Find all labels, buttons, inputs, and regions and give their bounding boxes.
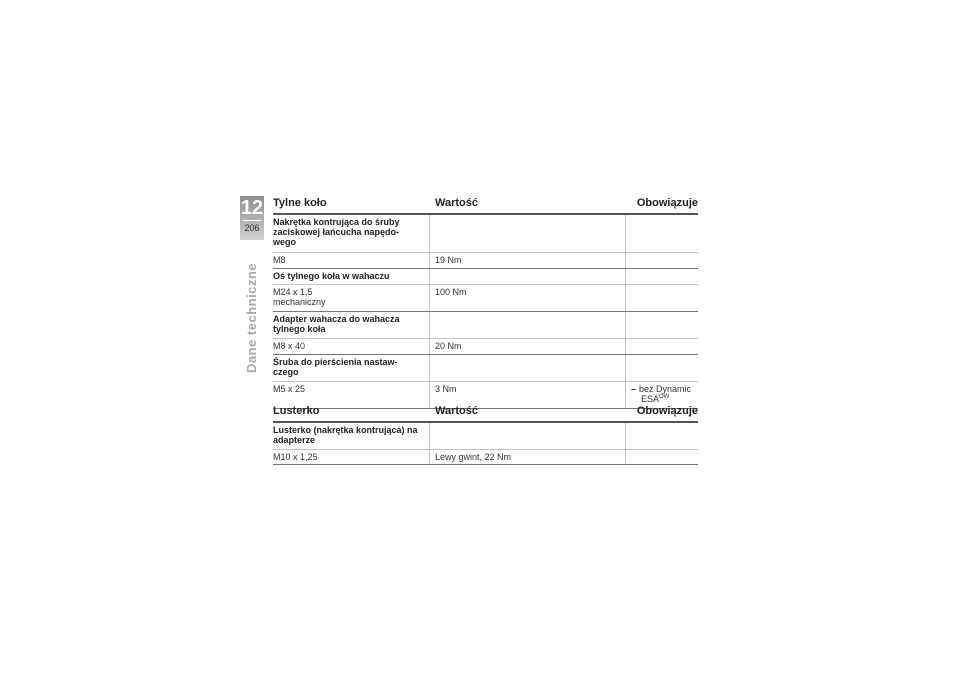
table-row xyxy=(273,423,698,449)
row-size: M8 x 40 xyxy=(273,340,306,351)
table-row xyxy=(273,338,698,354)
header-value: Wartość xyxy=(435,197,478,209)
row-size-note: mechaniczny xyxy=(273,296,326,307)
header-value: Wartość xyxy=(435,405,478,417)
row-applies xyxy=(631,384,697,404)
row-label: Adapter wahacza do wahacza tylnego koła xyxy=(273,313,400,334)
header-applies: Obowiązuje xyxy=(636,197,698,209)
applies-text-2: ESA xyxy=(641,393,660,404)
chapter-divider xyxy=(243,220,261,221)
row-value: 100 Nm xyxy=(435,286,467,297)
table-row xyxy=(273,311,698,338)
table-header xyxy=(273,195,698,213)
row-value: 20 Nm xyxy=(435,340,462,351)
row-size-main: M24 x 1,5 xyxy=(273,286,313,297)
table-header xyxy=(273,403,698,421)
row-size: M10 x 1,25 xyxy=(273,451,318,462)
row-value: 3 Nm xyxy=(435,383,457,394)
header-component: Tylne koło xyxy=(273,197,327,209)
dash-bullet: – xyxy=(631,383,637,394)
page-number: 206 xyxy=(244,223,260,233)
row-size: M5 x 25 xyxy=(273,383,306,394)
table-row xyxy=(273,252,698,268)
mirror-table xyxy=(273,403,698,465)
row-label: Oś tylnego koła w wahaczu xyxy=(273,270,390,281)
chapter-tab xyxy=(240,196,264,240)
row-value: Lewy gwint, 22 Nm xyxy=(435,451,512,462)
chapter-number: 12 xyxy=(240,197,264,219)
row-label: Śruba do pierścienia nastaw- czego xyxy=(273,356,398,377)
row-label: Lusterko (nakrętka kontrująca) na adapterze xyxy=(273,424,418,445)
row-value: 19 Nm xyxy=(435,254,462,265)
table-row xyxy=(273,215,698,252)
rear-wheel-table xyxy=(273,195,698,409)
header-applies: Obowiązuje xyxy=(636,405,698,417)
table-row xyxy=(273,284,698,311)
chapter-title: Dane techniczne xyxy=(244,262,259,373)
header-component: Lusterko xyxy=(273,405,320,417)
applies-superscript: OW xyxy=(659,393,670,400)
row-size xyxy=(273,287,423,307)
table-row xyxy=(273,354,698,381)
table-row xyxy=(273,268,698,284)
row-label: Nakrętka kontrująca do śruby zaciskowej łańcucha napędo- wego xyxy=(273,216,400,247)
row-size: M8 xyxy=(273,254,286,265)
table-row xyxy=(273,449,698,465)
applies-text: bez Dynamic xyxy=(639,383,692,394)
